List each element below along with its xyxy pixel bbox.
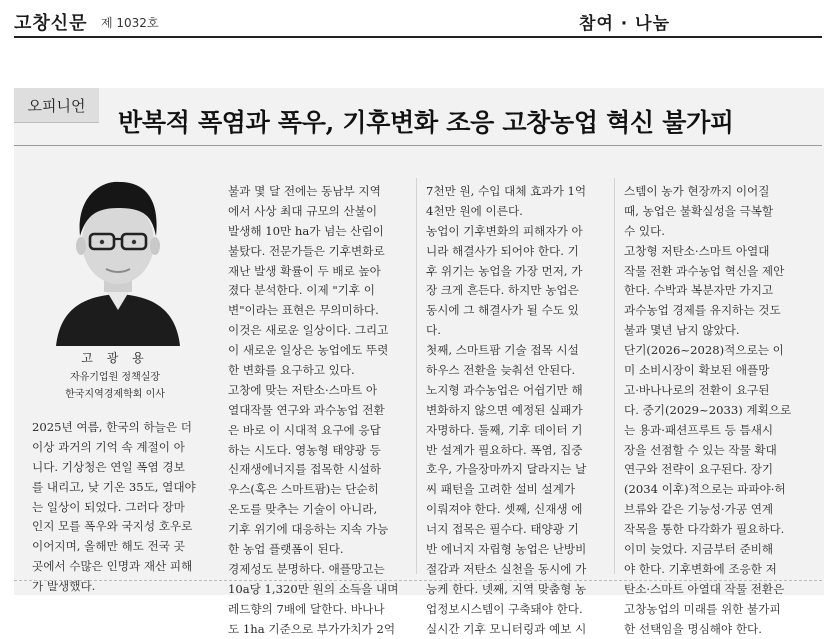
- article-text-line: 고·바나나로의 전환이 요구된: [624, 382, 770, 397]
- article-text-line: 야 한다. 기후변화에 조응한 저: [624, 561, 777, 576]
- article-text-line: 다. 중기(2029~2033) 계획으로: [624, 402, 792, 417]
- article-text-line: 호우, 가을장마까지 달라지는 날: [426, 462, 587, 477]
- article-text-line: 절감과 저탄소 실천을 동시에 가: [426, 561, 587, 576]
- author-name: 고 광 용: [81, 351, 149, 365]
- article-text-line: 도 1ha 기준으로 부가가치가 2억: [228, 621, 396, 636]
- article-text-line: 씨 패턴을 고려한 설비 설계가: [426, 482, 576, 497]
- article-text-line: 레드향의 7배에 달한다. 바나나: [228, 601, 385, 616]
- article-text-line: 자명하다. 둘째, 기후 데이터 기: [426, 422, 583, 437]
- article-text-line: 열대작물 연구와 과수농업 전환: [228, 402, 385, 417]
- article-text-line: 동시에 그 해결사가 될 수도 있: [426, 303, 579, 318]
- article-text-line: 니라 해결사가 되어야 한다. 기: [426, 243, 579, 258]
- article-text-line: 이어지며, 올해만 해도 전국 곳: [32, 539, 185, 554]
- article-text-line: 경제성도 분명하다. 애플망고는: [228, 561, 385, 576]
- article-text-line: 불과 몇년 남지 않았다.: [624, 323, 740, 338]
- author-byline: [30, 349, 200, 403]
- headline: 반복적 폭염과 폭우, 기후변화 조응 고창농업 혁신 불가피: [118, 108, 734, 137]
- article-text-line: 브류와 같은 기능성·가공 연계: [624, 502, 774, 517]
- article-text-line: 과수농업 경제를 유지하는 것도: [624, 303, 781, 318]
- author-title: 자유기업원 정책실장: [69, 372, 161, 383]
- article-text-line: 노지형 과수농업은 어쉽기만 해: [426, 382, 583, 397]
- article-text-line: (2034 이후)적으로는 파파야·허: [624, 482, 786, 497]
- column-divider: [416, 178, 417, 574]
- article-text-line: 반 에너지 자립형 농업은 난방비: [426, 542, 587, 557]
- article-text-line: 수 있다.: [624, 223, 665, 238]
- article-text-line: 첫째, 스마트팜 기술 접목 시설: [426, 343, 579, 358]
- article-text-line: 고창형 저탄소·스마트 아열대: [624, 243, 770, 258]
- article-text-line: 7천만 원, 수입 대체 효과가 1억: [426, 184, 587, 198]
- article-text-line: 한 변화를 요구하고 있다.: [228, 363, 355, 378]
- article-text-line: 발생해 10만 ha가 넘는 산림이: [228, 223, 384, 238]
- article-text-line: 온도를 맞추는 기술이 아니라,: [228, 502, 378, 517]
- article-text-line: 불과 몇 달 전에는 동남부 지역: [228, 184, 381, 198]
- masthead-rule: [14, 36, 822, 38]
- article-text-line: 업정보시스템이 구축돼야 한다.: [426, 601, 583, 616]
- article-text-line: 반 설계가 필요하다. 폭염, 집중: [426, 442, 583, 457]
- article-text-line: 실시간 기후 모니터링과 예보 시: [426, 621, 587, 636]
- article-text-line: 작물 전환 과수농업 혁신을 제안: [624, 263, 785, 278]
- article-text-line: 스템이 농가 현장까지 이어질: [624, 184, 770, 198]
- article-text-line: 변화하지 않으면 예정된 실패가: [426, 402, 583, 417]
- article-text-line: 곳에서 수많은 인명과 재산 피해: [32, 559, 193, 574]
- author-affiliation: 한국지역경제학회 이사: [65, 389, 165, 400]
- article-text-line: 한 농업 플랫폼이 된다.: [228, 542, 344, 557]
- article-text-line: 신재생에너지를 접목한 시설하: [228, 462, 381, 477]
- article-text-line: 4천만 원에 이른다.: [426, 203, 523, 218]
- article-text-line: 니다. 기상청은 연일 폭염 경보: [32, 459, 185, 474]
- article-text-line: 하는 시도다. 영농형 태양광 등: [228, 442, 381, 457]
- article-text-line: 는 용과·패션프루트 등 틈새시: [624, 422, 774, 437]
- article-text-line: 고창에 맞는 저탄소·스마트 아: [228, 382, 378, 397]
- article-text-line: 졌다 분석한다. 이제 "기후 이: [228, 283, 375, 298]
- article-text-line: 재난 발생 확률이 두 배로 높아: [228, 263, 381, 278]
- article-text-line: 한 선택임을 명심해야 한다.: [624, 621, 762, 636]
- article-text-line: 이뤄져야 한다. 셋째, 신재생 에: [426, 502, 583, 517]
- publication-name: 고창신문: [14, 13, 88, 34]
- article-text-line: 은 바로 이 시대적 요구에 응답: [228, 422, 381, 437]
- article-text-line: 우스(혹은 스마트팜)는 단순히: [228, 482, 379, 497]
- article-text-line: 연구와 전략이 요구된다. 장기: [624, 462, 774, 477]
- article-text-line: 인지 모를 폭우와 국지성 호우로: [32, 519, 193, 534]
- article-text-line: 능케 한다. 넷째, 지역 맞춤형 농: [426, 581, 587, 596]
- bottom-rule: [14, 580, 822, 581]
- masthead: [0, 0, 830, 40]
- article-text-line: 이 새로운 일상은 농업에도 뚜렷: [228, 343, 389, 358]
- article-column-2: [228, 182, 408, 639]
- article-text-line: 하우스 전환을 늦춰선 안된다.: [426, 363, 576, 378]
- article-text-line: 이것은 새로운 일상이다. 그리고: [228, 323, 389, 338]
- article-text-line: 변"이라는 표현은 무의미하다.: [228, 303, 379, 318]
- article-text-line: 한다. 수박과 복분자만 가지고: [624, 283, 774, 298]
- article-text-line: 이미 늦었다. 지금부터 준비해: [624, 542, 774, 557]
- headline-rule: [14, 145, 822, 146]
- article-text-line: 에서 사상 최대 규모의 산불이: [228, 203, 378, 218]
- article-text-line: 기후 위기에 대응하는 지속 가능: [228, 522, 389, 537]
- article-column-4: [624, 182, 806, 639]
- article-text-line: 10a당 1,320만 원의 소득을 내며: [228, 581, 399, 596]
- article-text-line: 농업이 기후변화의 피해자가 아: [426, 223, 583, 238]
- article-text-line: 후 위기는 농업을 가장 먼저, 가: [426, 263, 583, 278]
- article-text-line: 고창농업의 미래를 위한 불가피: [624, 601, 781, 616]
- article-text-line: 단기(2026~2028)적으로는 이: [624, 343, 784, 358]
- article-text-line: 다.: [426, 323, 441, 338]
- article-text-line: 가 발생했다.: [32, 579, 96, 594]
- article-text-line: 탄소·스마트 아열대 작물 전환은: [624, 581, 785, 596]
- category-tag: 오피니언: [14, 88, 99, 123]
- article-text-line: 이상 과거의 기억 속 계절이 아: [32, 439, 185, 454]
- article-text-line: 는 일상이 되었다. 그러다 장마: [32, 499, 185, 514]
- issue-number: 제 1032호: [101, 16, 159, 30]
- column-divider: [614, 178, 615, 574]
- section-title: 참여 · 나눔: [579, 14, 670, 34]
- article-text-line: 때, 농업은 불확실성을 극복할: [624, 203, 774, 218]
- article-column-3: [426, 182, 606, 639]
- article-column-1: [32, 418, 208, 597]
- article-text-line: 미 소비시장이 확보된 애플망: [624, 363, 770, 378]
- article-text-line: 너지 접목은 필수다. 태양광 기: [426, 522, 579, 537]
- article-text-line: 불탔다. 전문가들은 기후변화로: [228, 243, 385, 258]
- article-text-line: 작목을 통한 다각화가 필요하다.: [624, 522, 785, 537]
- article-text-line: 를 내리고, 낮 기온 35도, 열대야: [32, 479, 196, 494]
- article-text-line: 장 크게 흔든다. 하지만 농업은: [426, 283, 579, 298]
- author-photo: [52, 170, 184, 346]
- article-text-line: 2025년 여름, 한국의 하늘은 더: [32, 420, 192, 434]
- article-text-line: 장을 선점할 수 있는 작물 확대: [624, 442, 777, 457]
